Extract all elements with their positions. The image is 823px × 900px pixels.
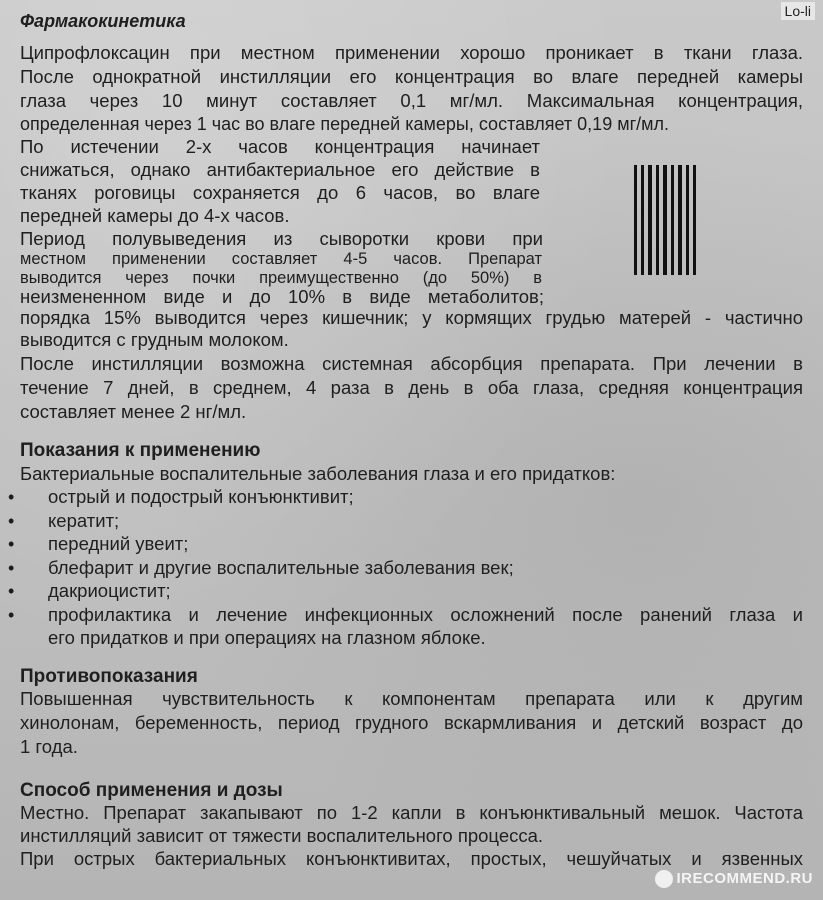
site-watermark-text: IRECOMMEND.RU — [676, 869, 813, 887]
list-item: блефарит и другие воспалительные заболевания век; — [48, 557, 514, 578]
list-item: профилактика и лечение инфекционных осложнений после ранений глаза и — [48, 604, 803, 625]
text-line: выводится с грудным молоком. — [20, 329, 289, 350]
list-item: кератит; — [48, 510, 120, 531]
text-line: порядка 15% выводится через кишечник; у кормящих грудью матерей - частично — [20, 307, 803, 328]
bullet-icon: • — [8, 487, 15, 507]
bullet-icon: • — [8, 605, 15, 625]
barcode-stripes — [634, 165, 696, 275]
text-line: глаза через 10 минут составляет 0,1 мг/мл. Максимальная концентрация, — [20, 90, 803, 111]
text-line: По истечении 2-х часов концентрация начинает — [20, 136, 540, 157]
text-line: неизмененном виде и до 10% в виде метаболитов; — [20, 286, 544, 307]
bullet-icon: • — [8, 511, 15, 531]
text-line: Повышенная чувствительность к компонентам препарата или к другим — [20, 688, 803, 709]
text-line: хинолонам, беременность, период грудного вскармливания и детский возраст до — [20, 712, 803, 733]
section-title-contraindications: Противопоказания — [20, 666, 198, 687]
indications-intro: Бактериальные воспалительные заболевания глаза и его придатков: — [20, 463, 616, 484]
text-line: выводится через почки преимущественно (до 50%) в — [20, 269, 542, 287]
list-item: острый и подострый конъюнктивит; — [48, 486, 354, 507]
user-watermark: Lo-li — [781, 2, 815, 20]
section-title-dosage: Способ применения и дозы — [20, 780, 283, 801]
text-line: передней камеры до 4-х часов. — [20, 205, 290, 226]
bullet-icon: • — [8, 581, 15, 601]
list-item: дакриоцистит; — [48, 580, 171, 601]
text-line: инстилляций зависит от тяжести воспалительного процесса. — [20, 825, 544, 846]
text-line: 1 года. — [20, 736, 78, 757]
bullet-icon: • — [8, 558, 15, 578]
text-line: определенная через 1 час во влаге передней камеры, составляет 0,19 мг/мл. — [20, 114, 670, 134]
text-line: тканях роговицы сохраняется до 6 часов, во влаге — [20, 182, 540, 203]
text-line: Местно. Препарат закапывают по 1-2 капли в конъюнктивальный мешок. Частота — [20, 802, 803, 823]
text-line: Период полувыведения из сыворотки крови при — [20, 228, 543, 249]
recommend-logo-icon — [655, 870, 673, 888]
list-item-continuation: его придатков и при операциях на глазном яблоке. — [48, 627, 486, 648]
bullet-icon: • — [8, 534, 15, 554]
text-line: составляет менее 2 нг/мл. — [20, 401, 247, 422]
text-line: течение 7 дней, в среднем, 4 раза в день в оба глаза, средняя концентрация — [20, 377, 803, 398]
list-item: передний увеит; — [48, 533, 189, 554]
text-line: Ципрофлоксацин при местном применении хорошо проникает в ткани глаза. — [20, 42, 803, 63]
text-line: местном применении составляет 4-5 часов. Препарат — [20, 250, 542, 268]
text-line: снижаться, однако антибактериальное его действие в — [20, 159, 540, 180]
section-title-indications: Показания к применению — [20, 440, 261, 461]
section-title-pharmacokinetics: Фармакокинетика — [20, 11, 186, 31]
text-line: После инстилляции возможна системная абсорбция препарата. При лечении в — [20, 353, 803, 374]
site-watermark — [655, 870, 814, 888]
text-line: При острых бактериальных конъюнктивитах, простых, чешуйчатых и язвенных — [20, 848, 803, 869]
text-line: После однократной инстилляции его концентрация во влаге передней камеры — [20, 66, 803, 87]
